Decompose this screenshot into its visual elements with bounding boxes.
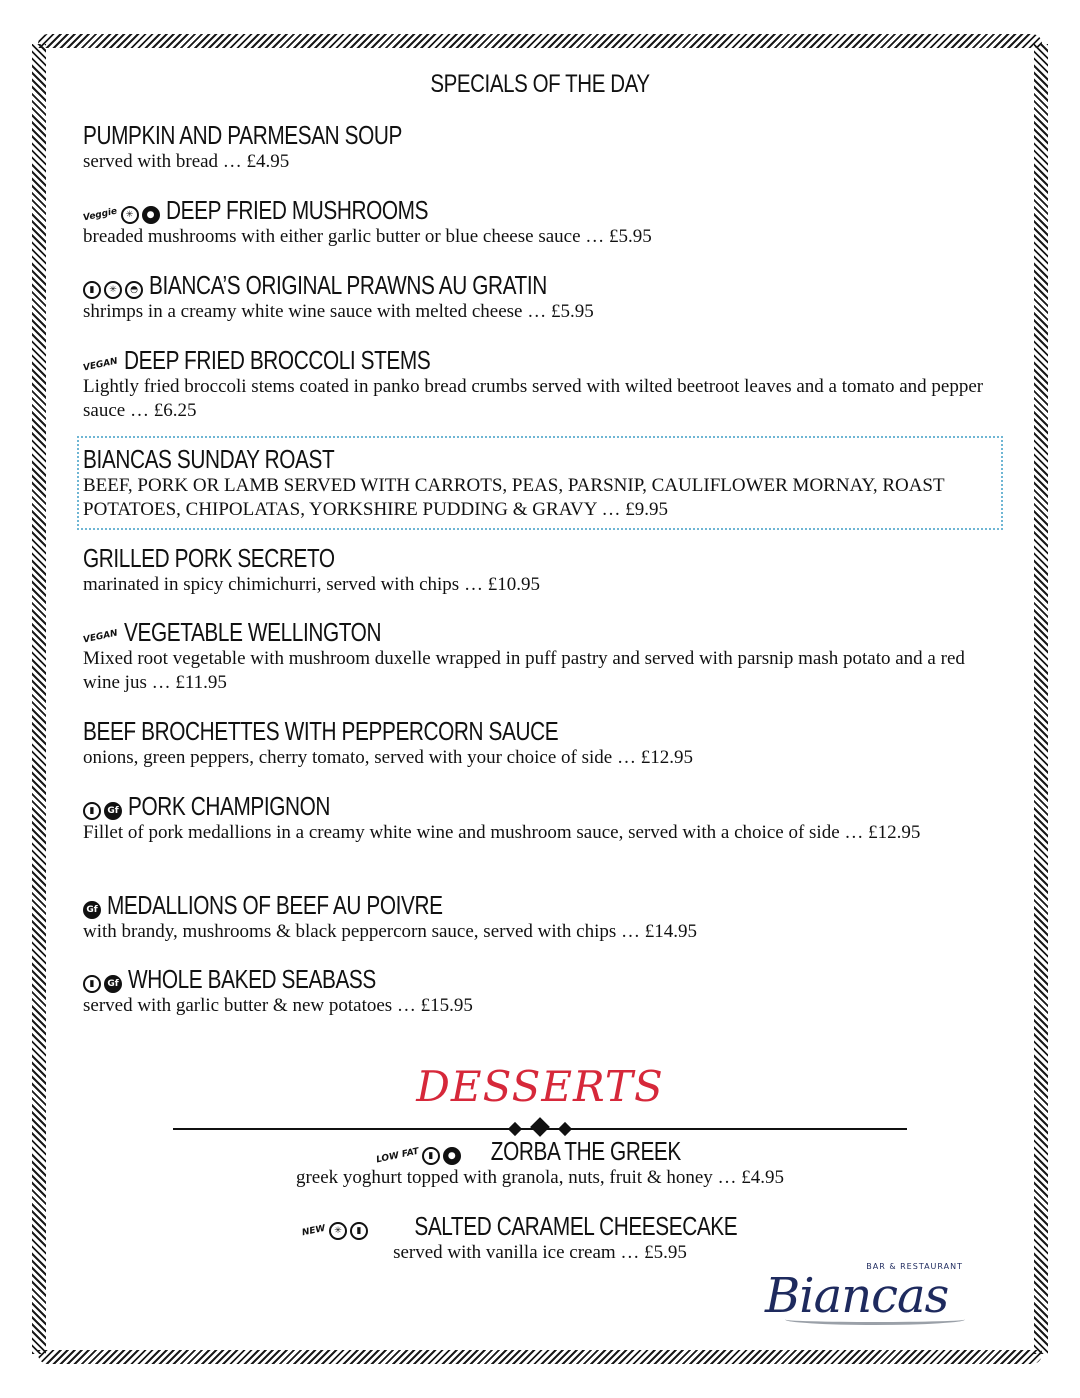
item-description: Lightly fried broccoli stems coated in panko bread crumbs served with wilted beetroot leaves and a tomato and pepper sauce … £6.25 [83, 376, 984, 421]
item-description: onions, green peppers, cherry tomato, served with your choice of side … £12.95 [83, 747, 693, 768]
gluten-free-icon: Gf [83, 901, 101, 919]
divider-diamond [530, 1117, 550, 1137]
item-name: PUMPKIN AND PARMESAN SOUP [83, 120, 403, 150]
page-title: SPECIALS OF THE DAY [430, 70, 650, 98]
egg-icon: ● [142, 206, 160, 224]
dietary-badges [83, 901, 101, 919]
gluten-free-icon: Gf [104, 975, 122, 993]
item-name: WHOLE BAKED SEABASS [128, 964, 376, 994]
item-name: GRILLED PORK SECRETO [83, 543, 335, 573]
dietary-badges [83, 802, 122, 820]
menu-item-pumpkin-soup [83, 120, 988, 174]
veggie-tag: Veggie [82, 206, 119, 224]
dairy-icon: ▮ [83, 802, 101, 820]
item-name: BIANCA’S ORIGINAL PRAWNS AU GRATIN [149, 270, 547, 300]
gluten-icon: ✳ [329, 1222, 347, 1240]
menu-item-seabass [83, 964, 988, 1018]
logo-subtitle: BAR & RESTAURANT [866, 1262, 963, 1271]
item-description: shrimps in a creamy white wine sauce with melted cheese … £5.95 [83, 301, 594, 322]
menu-item-deep-fried-mushrooms [83, 195, 988, 249]
menu-item-broccoli-stems [83, 345, 988, 423]
dietary-badges [83, 281, 143, 299]
divider-diamond [558, 1122, 572, 1136]
dairy-icon: ▮ [350, 1222, 368, 1240]
gluten-icon: ✳ [104, 281, 122, 299]
item-description: greek yoghurt topped with granola, nuts, fruit & honey … £4.95 [295, 1167, 785, 1188]
item-name: PORK CHAMPIGNON [128, 791, 331, 821]
menu-item-vegetable-wellington [83, 617, 988, 695]
dairy-icon: ▮ [83, 281, 101, 299]
dietary-badges [82, 628, 119, 646]
item-description: with brandy, mushrooms & black peppercorn sauce, served with chips … £14.95 [83, 921, 698, 942]
gluten-free-icon: Gf [104, 802, 122, 820]
logo-text: Biancas [765, 1268, 949, 1324]
nuts-icon: ● [443, 1147, 461, 1165]
dessert-zorba-the-greek [0, 1136, 1080, 1190]
low-fat-tag: LOW FAT [374, 1146, 420, 1166]
menu-item-beef-au-poivre [83, 890, 988, 944]
item-name: DEEP FRIED BROCCOLI STEMS [124, 345, 431, 375]
shellfish-icon: ◓ [125, 281, 143, 299]
item-description: served with vanilla ice cream … £5.95 [393, 1242, 687, 1263]
desserts-title: DESSERTS [416, 1062, 664, 1111]
dietary-badges [82, 356, 119, 374]
item-description: breaded mushrooms with either garlic butter or blue cheese sauce … £5.95 [83, 226, 652, 247]
dietary-badges [302, 1222, 368, 1240]
biancas-logo [765, 1262, 975, 1332]
logo-swoosh [785, 1314, 965, 1325]
menu-item-pork-champignon [83, 791, 988, 845]
item-name: DEEP FRIED MUSHROOMS [165, 195, 428, 225]
menu-item-prawns-au-gratin [83, 270, 988, 324]
item-name: ZORBA THE GREEK [490, 1136, 681, 1166]
dietary-badges [376, 1147, 461, 1165]
item-description: served with garlic butter & new potatoes … £15.95 [83, 995, 473, 1016]
item-description: served with bread … £4.95 [83, 151, 290, 172]
item-name: BEEF BROCHETTES WITH PEPPERCORN SAUCE [83, 716, 559, 746]
item-description: Fillet of pork medallions in a creamy white wine and mushroom sauce, served with a choice of side … £12.95 [83, 822, 921, 843]
item-name: VEGETABLE WELLINGTON [124, 617, 382, 647]
divider-diamond [508, 1122, 522, 1136]
menu-item-sunday-roast [83, 444, 988, 522]
new-tag: NEW [301, 1223, 327, 1239]
vegan-tag: VEGAN [82, 356, 119, 374]
border-bottom [38, 1350, 1042, 1364]
item-name: BIANCAS SUNDAY ROAST [83, 444, 335, 474]
menu-item-beef-brochettes [83, 716, 988, 770]
dietary-badges [83, 206, 160, 224]
vegan-tag: VEGAN [82, 628, 119, 646]
item-description: marinated in spicy chimichurri, served with chips … £10.95 [83, 574, 540, 595]
dessert-salted-caramel-cheesecake [0, 1211, 1080, 1265]
dairy-icon: ▮ [83, 975, 101, 993]
gluten-icon: ✳ [121, 206, 139, 224]
menu-item-pork-secreto [83, 543, 988, 597]
item-description: BEEF, PORK OR LAMB SERVED WITH CARROTS, PEAS, PARSNIP, CAULIFLOWER MORNAY, ROAST POTATOES, CHIPOLATAS, YORKSHIRE PUDDING & GRAVY … £9.95 [83, 475, 945, 520]
dietary-badges [83, 975, 122, 993]
item-name: SALTED CARAMEL CHEESECAKE [414, 1211, 738, 1241]
item-name: MEDALLIONS OF BEEF AU POIVRE [107, 890, 443, 920]
border-top [38, 34, 1042, 48]
item-description: Mixed root vegetable with mushroom duxelle wrapped in puff pastry and served with parsnip mash potato and a red wine jus … £11.95 [83, 648, 965, 693]
dairy-icon: ▮ [422, 1147, 440, 1165]
